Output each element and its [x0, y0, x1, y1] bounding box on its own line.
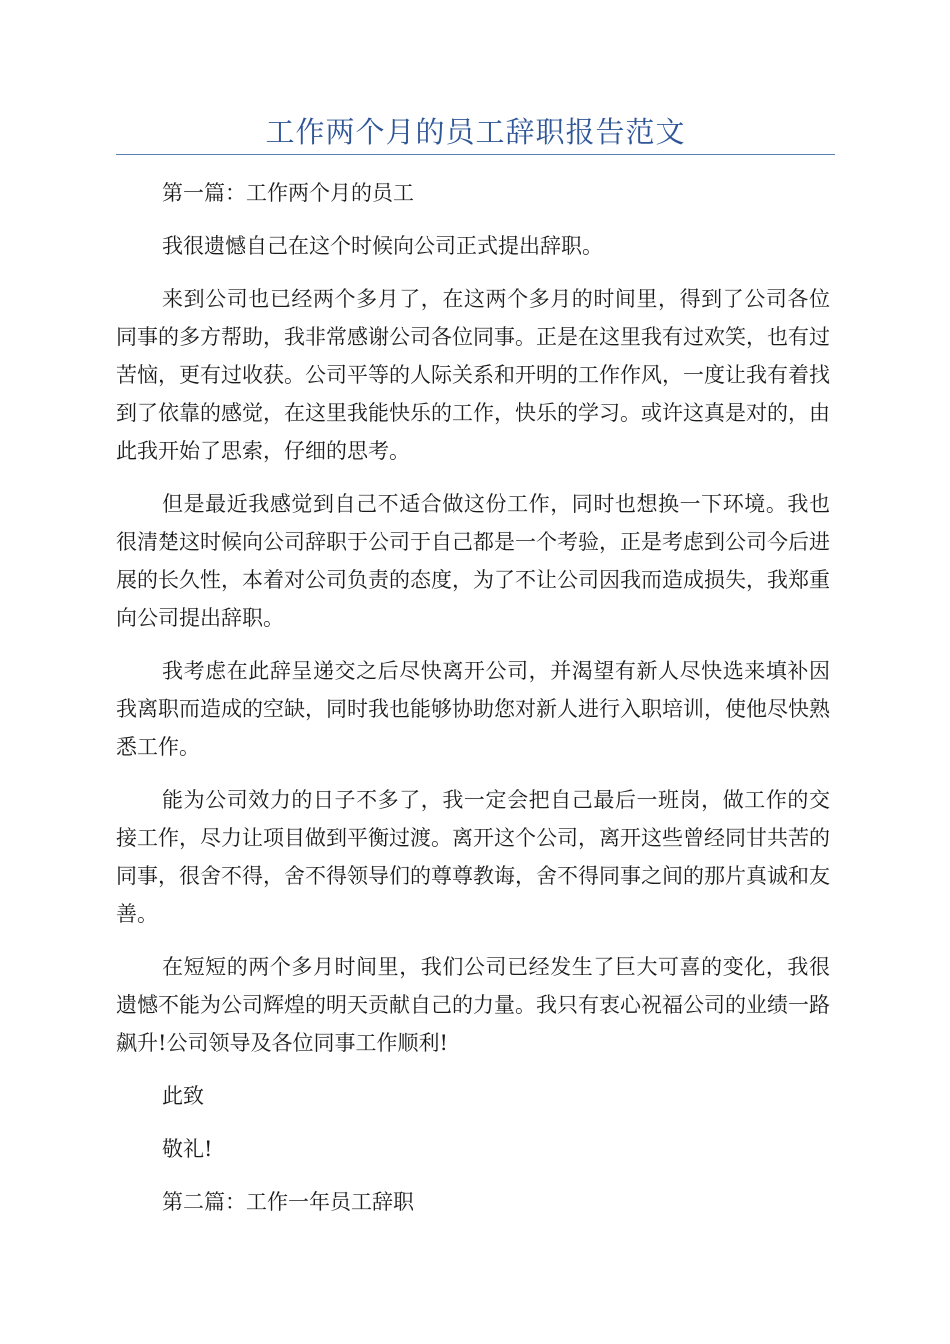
section-heading-2: 第二篇：工作一年员工辞职 — [162, 1190, 414, 1214]
title-underline — [116, 154, 835, 155]
paragraph: 在短短的两个多月时间里，我们公司已经发生了巨大可喜的变化，我很遗憾不能为公司辉煌的明天贡献自己的力量。我只有衷心祝福公司的业绩一路飙升!公司领导及各位同事工作顺利! — [116, 955, 830, 1055]
paragraph: 但是最近我感觉到自己不适合做这份工作，同时也想换一下环境。我也很清楚这时候向公司辞职于公司于自己都是一个考验，正是考虑到公司今后进展的长久性，本着对公司负责的态度，为了不让公司因我而造成损失，我郑重向公司提出辞职。 — [116, 492, 830, 630]
paragraph: 能为公司效力的日子不多了，我一定会把自己最后一班岗，做工作的交接工作，尽力让项目做到平衡过渡。离开这个公司，离开这些曾经同甘共苦的同事，很舍不得，舍不得领导们的尊尊教诲，舍不得同事之间的那片真诚和友善。 — [116, 788, 830, 926]
document-body — [116, 174, 830, 1236]
closing-salutation: 此致 — [162, 1084, 204, 1108]
paragraph: 我很遗憾自己在这个时候向公司正式提出辞职。 — [162, 234, 603, 258]
section-heading-1: 第一篇：工作两个月的员工 — [162, 181, 414, 205]
closing-regards: 敬礼! — [162, 1137, 213, 1161]
paragraph: 我考虑在此辞呈递交之后尽快离开公司，并渴望有新人尽快选来填补因我离职而造成的空缺，同时我也能够协助您对新人进行入职培训，使他尽快熟悉工作。 — [116, 659, 830, 759]
paragraph: 来到公司也已经两个多月了，在这两个多月的时间里，得到了公司各位同事的多方帮助，我非常感谢公司各位同事。正是在这里我有过欢笑，也有过苦恼，更有过收获。公司平等的人际关系和开明的工作作风，一度让我有着找到了依靠的感觉，在这里我能快乐的工作，快乐的学习。或许这真是对的，由此我开始了思索，仔细的思考。 — [116, 287, 830, 463]
document-title: 工作两个月的员工辞职报告范文 — [265, 115, 686, 149]
